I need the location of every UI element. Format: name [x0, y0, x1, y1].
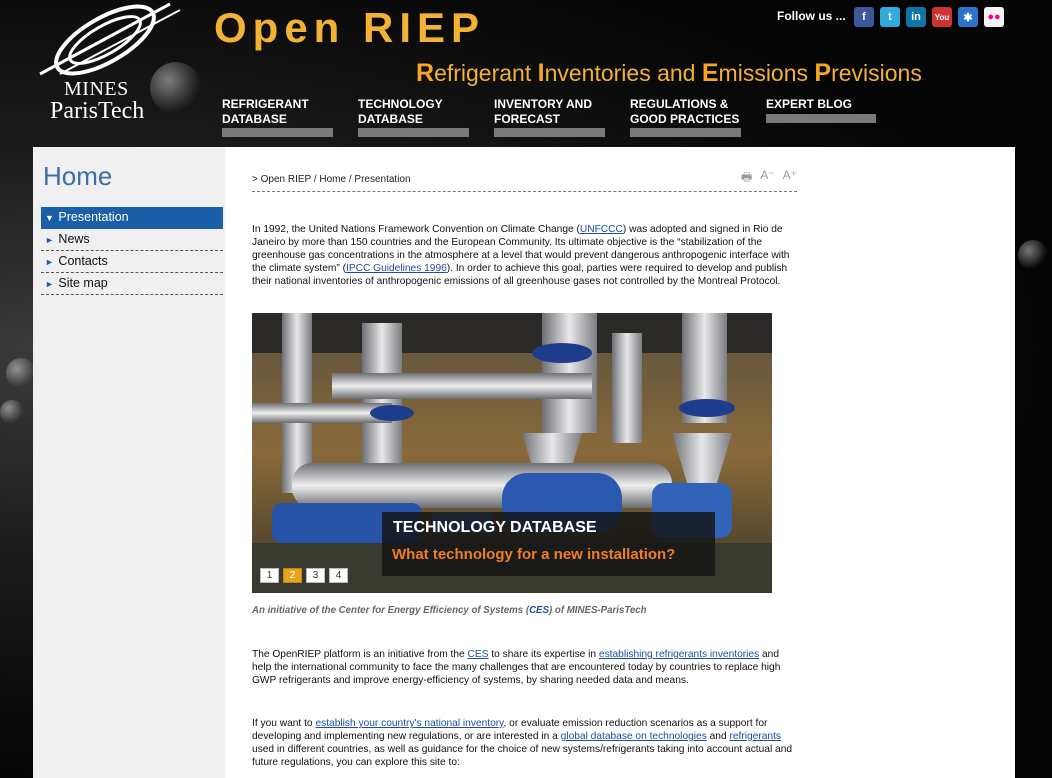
establishing-inventories-link[interactable]: establishing refrigerants inventories: [598, 649, 760, 660]
ces-link[interactable]: CES: [467, 649, 489, 660]
nav-label-line1: REGULATIONS &: [630, 97, 729, 111]
sidebar-item-news[interactable]: [41, 229, 223, 251]
logo-text-mines: MINES: [64, 78, 129, 100]
main-panel: [33, 147, 1015, 778]
page-tools: [741, 168, 797, 189]
ces-link[interactable]: CES: [529, 605, 549, 616]
decrease-font-icon[interactable]: A⁻: [760, 168, 775, 182]
decor-bubble: [6, 358, 36, 388]
slider-pager: [260, 568, 348, 583]
facebook-icon[interactable]: f: [854, 7, 874, 27]
text: and help the international community to face the many challenges that are encountered today by countries to replace high GWP refrigerants and improve energy-efficiency of systems, by sharing needed data and means.: [252, 649, 781, 686]
increase-font-icon[interactable]: A⁺: [782, 168, 797, 182]
nav-label-line2: DATABASE: [358, 112, 423, 126]
ipcc-guidelines-link[interactable]: IPCC Guidelines 1996: [345, 263, 447, 274]
text: An initiative of the Center for Energy Efficiency of Systems (: [252, 605, 530, 616]
subtitle-word: nventories and: [544, 60, 702, 86]
text: ) was adopted and signed in Rio de Janeiro by more than 150 countries and the European Community. Its ultimate objective is the “stabilization of the greenhouse gas concentrations in the atmosphere at a level that would prevent dangerous anthropogenic interface with the climate system” (: [252, 224, 790, 274]
sidebar-item-label: Site map: [58, 276, 108, 290]
national-inventory-link[interactable]: establish your country's national inventory: [315, 718, 504, 729]
slide-subtitle[interactable]: What technology for a new installation?: [392, 546, 676, 563]
nav-underline-bar: [222, 128, 333, 137]
breadcrumb: > Open RIEP / Home / Presentation 🖶 A⁻ A⁺: [252, 174, 797, 192]
text: ). In order to achieve this goal, parties were required to develop and publish their national inventories of anthropogenic emissions of all greenhouse gases not controlled by the Montreal Protocol.: [252, 263, 788, 287]
nav-label-line1: EXPERT BLOG: [766, 97, 853, 111]
logo-swirl-icon: [30, 2, 190, 82]
unfccc-link[interactable]: UNFCCC: [579, 224, 623, 235]
text: The OpenRIEP platform is an initiative from the: [252, 649, 468, 660]
subtitle-word: missions: [718, 60, 815, 86]
nav-item-inventory-and[interactable]: [494, 97, 630, 137]
caret-right-icon: ►: [45, 235, 57, 245]
intro-paragraph: [252, 223, 797, 288]
sidebar-item-contacts[interactable]: [41, 251, 223, 273]
decor-bubble: [1018, 240, 1048, 270]
slider-page-2[interactable]: 2: [283, 568, 302, 583]
flickr-icon[interactable]: ●●: [984, 7, 1004, 27]
text: used in different countries, as well as guidance for the choice of new systems/refrigerants taking into account actual and future regulations, you can explore this site to:: [252, 744, 793, 768]
site-subtitle: [416, 59, 922, 88]
text: ) of MINES-ParisTech: [548, 605, 647, 616]
nav-item-regulations[interactable]: [630, 97, 766, 137]
sidebar-item-site-map[interactable]: [41, 273, 223, 295]
sidebar-menu: [41, 207, 223, 295]
text: In 1992, the United Nations Framework Convention on Climate Change (: [252, 224, 580, 235]
explore-paragraph: [252, 717, 797, 769]
nav-label-line1: TECHNOLOGY: [358, 97, 443, 111]
subtitle-word: revisions: [831, 60, 922, 86]
text: , or evaluate emission reduction scenarios as a support for developing and implementing new regulations, or are interested in a: [252, 718, 768, 742]
nav-item-expert-blog[interactable]: [766, 97, 902, 137]
slide-caption: [382, 512, 715, 576]
breadcrumb-link-home[interactable]: Home: [319, 174, 347, 185]
sidebar-item-presentation[interactable]: [41, 207, 223, 229]
page-title: Home: [43, 161, 113, 191]
decor-bubble: [0, 400, 24, 424]
nav-item-refrigerant[interactable]: [222, 97, 358, 137]
nav-underline-bar: [358, 128, 469, 137]
nav-item-technology[interactable]: [358, 97, 494, 137]
caret-down-icon: ▼: [45, 213, 57, 223]
slider-page-3[interactable]: 3: [306, 568, 325, 583]
nav-label-line1: REFRIGERANT: [222, 97, 309, 111]
sidebar-item-label: Presentation: [58, 210, 129, 224]
slider-page-4[interactable]: 4: [329, 568, 348, 583]
follow-us-label: Follow us ...: [777, 9, 846, 23]
platform-paragraph: [252, 648, 797, 687]
subtitle-initial: E: [701, 59, 719, 87]
technologies-database-link[interactable]: global database on technologies: [560, 731, 707, 742]
site-title: Open RIEP: [214, 4, 486, 51]
nav-label-line2: DATABASE: [222, 112, 287, 126]
slide-title: TECHNOLOGY DATABASE: [393, 519, 597, 536]
sidebar: [33, 147, 225, 778]
print-icon[interactable]: 🖶: [740, 170, 753, 184]
social-links: [854, 7, 1004, 27]
main-nav: [222, 97, 902, 137]
nav-label-line1: INVENTORY AND: [494, 97, 593, 111]
sidebar-item-label: Contacts: [58, 254, 108, 268]
caret-right-icon: ►: [45, 257, 57, 267]
sidebar-item-label: News: [58, 232, 90, 246]
image-slider[interactable]: [252, 313, 772, 593]
nav-label-line2: FORECAST: [494, 112, 560, 126]
nav-underline-bar: [494, 128, 605, 137]
nav-underline-bar: [630, 128, 741, 137]
slider-page-1[interactable]: 1: [260, 568, 279, 583]
nav-underline-bar: [766, 114, 876, 123]
refrigerants-link[interactable]: refrigerants: [729, 731, 781, 742]
breadcrumb-prefix: >: [252, 174, 261, 185]
logo-text-paristech: ParisTech: [50, 98, 145, 124]
twitter-icon[interactable]: t: [880, 7, 900, 27]
breadcrumb-link-openriep[interactable]: Open RIEP: [260, 174, 312, 185]
breadcrumb-current: Presentation: [354, 174, 411, 185]
text: If you want to: [252, 718, 316, 729]
subtitle-initial: I: [537, 59, 545, 87]
mines-paristech-logo[interactable]: [30, 2, 190, 127]
subtitle-word: efrigerant: [434, 60, 538, 86]
initiative-caption: [252, 605, 647, 616]
subtitle-initial: P: [814, 59, 832, 87]
text: and: [706, 731, 730, 742]
youtube-icon[interactable]: You: [932, 7, 952, 27]
linkedin-icon[interactable]: in: [906, 7, 926, 27]
netvibes-icon[interactable]: ✱: [958, 7, 978, 27]
text: to share its expertise in: [488, 649, 599, 660]
subtitle-initial: R: [416, 59, 435, 87]
nav-label-line2: GOOD PRACTICES: [630, 112, 740, 126]
caret-right-icon: ►: [45, 279, 57, 289]
